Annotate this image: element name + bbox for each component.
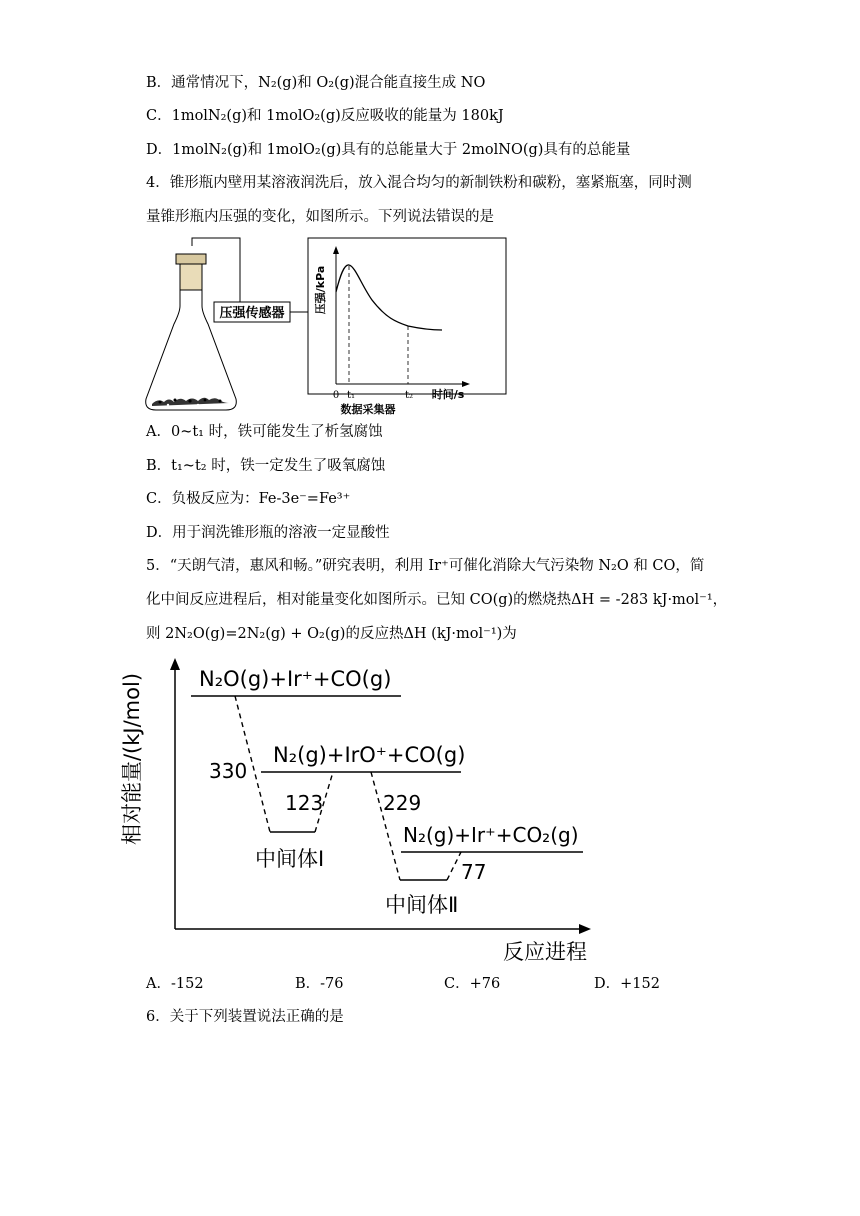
q4-stem-line2: 量锥形瓶内压强的变化，如图所示。下列说法错误的是 [146,209,494,225]
energy-123: 123 [285,791,324,815]
intermediate2-label: 中间体Ⅱ [385,893,459,917]
level1-label: N₂O(g)+Ir⁺+CO(g) [199,667,392,691]
energy-330: 330 [209,759,248,783]
stopper-icon [176,254,206,264]
q4-stem-line1: 4．锥形瓶内壁用某溶液润洗后，放入混合均匀的新制铁粉和碳粉，塞紧瓶塞，同时测 [146,175,692,191]
q5-stem-line1: 5．“天朗气清，惠风和畅。”研究表明，利用 Ir⁺可催化消除大气污染物 N₂O 和 CO，简 [146,558,705,574]
q5-option-d: D．+152 [594,976,660,992]
q5-stem-line2: 化中间反应进程后，相对能量变化如图所示。已知 CO(g)的燃烧热ΔH = -283 kJ·mol⁻¹， [146,592,728,608]
level3-label: N₂(g)+Ir⁺+CO₂(g) [403,823,579,847]
energy-229: 229 [383,791,422,815]
q3-option-b: B．通常情况下，N₂(g)和 O₂(g)混合能直接生成 NO [146,75,486,91]
origin-label: 0 [332,390,340,401]
sensor-label: 压强传感器 [219,306,285,321]
t2-label: t₂ [404,390,414,401]
pressure-experiment-figure [140,234,520,416]
q5-option-c: C．+76 [444,976,501,992]
t1-label: t₁ [346,390,356,401]
energy-profile-diagram [115,654,615,966]
stopper-icon [180,264,202,290]
y-axis-label: 压强/kPa [314,265,327,315]
data-collector-frame [308,238,506,394]
q4-option-d: D．用于润洗锥形瓶的溶液一定显酸性 [146,525,390,541]
q4-option-a: A．0~t₁ 时，铁可能发生了析氢腐蚀 [146,424,383,440]
q3-option-c: C．1molN₂(g)和 1molO₂(g)反应吸收的能量为 180kJ [146,108,504,124]
x-axis-label: 反应进程 [503,940,587,964]
energy-77: 77 [461,860,487,884]
collector-label: 数据采集器 [340,403,396,416]
q4-option-b: B．t₁~t₂ 时，铁一定发生了吸氧腐蚀 [146,458,386,474]
intermediate1-label: 中间体Ⅰ [255,847,325,871]
q4-option-c: C．负极反应为：Fe-3e⁻=Fe³⁺ [146,491,351,507]
x-axis-label: 时间/s [431,388,465,401]
q5-option-a: A．-152 [146,976,204,992]
q5-stem-line3: 则 2N₂O(g)=2N₂(g) + O₂(g)的反应热ΔH (kJ·mol⁻¹)为 [146,626,517,642]
level2-label: N₂(g)+IrO⁺+CO(g) [273,743,466,767]
q3-option-d: D．1molN₂(g)和 1molO₂(g)具有的总能量大于 2molNO(g)具有的总能量 [146,142,631,158]
q5-option-b: B．-76 [295,976,344,992]
y-axis-label: 相对能量/(kJ/mol) [120,672,144,846]
q6-stem: 6．关于下列装置说法正确的是 [146,1009,344,1025]
